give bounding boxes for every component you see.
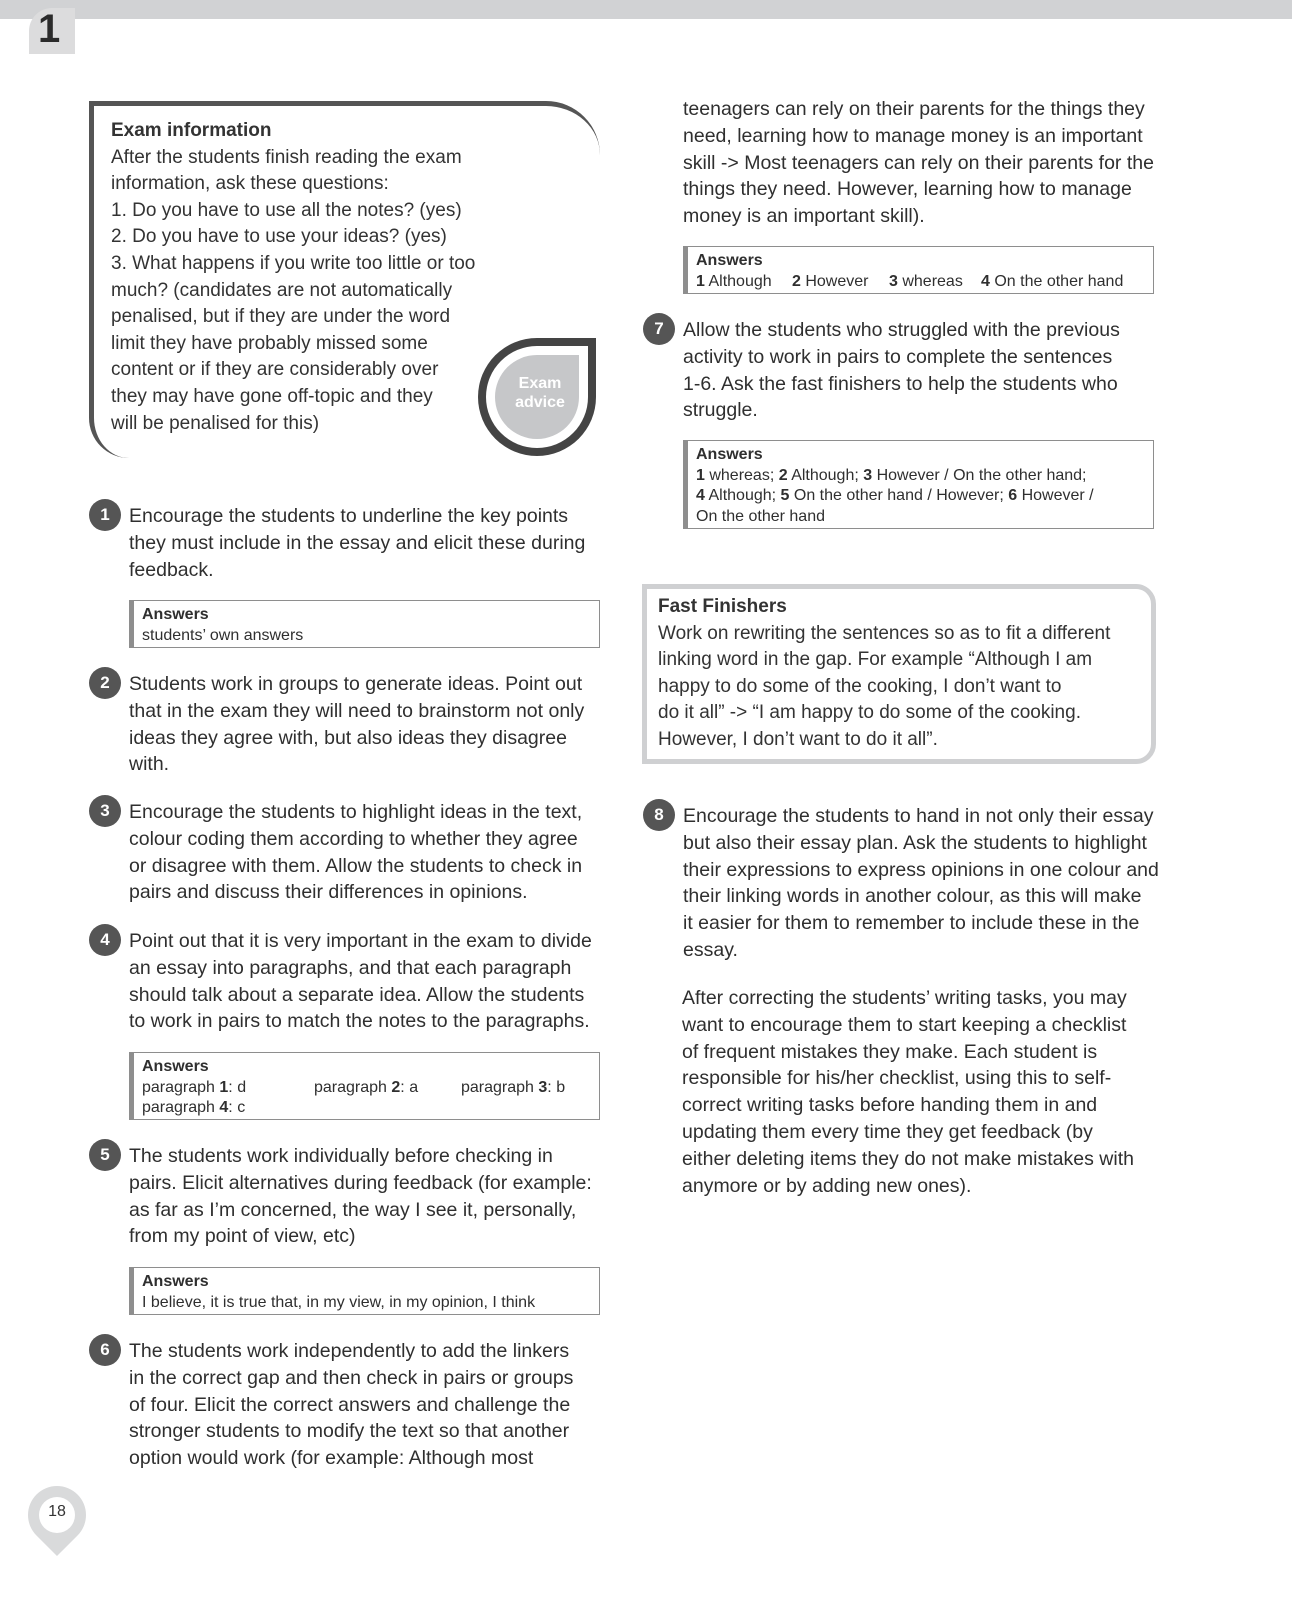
answer-item: 1 Although [696,272,772,290]
text-line: skill -> Most teenagers can rely on their parents for the [683,151,1154,174]
answer-item: 3 whereas [889,272,963,290]
text-line: anymore or by adding new ones). [682,1174,972,1197]
text-line: they must include in the essay and elicit these during [129,531,586,554]
text-line: it easier for them to remember to include these in the [683,912,1140,935]
exam-advice-label [495,374,585,412]
step-number-badge: 8 [643,799,675,831]
exam-info-title: Exam information [111,120,272,141]
text-line: things they need. However, learning how to manage [683,178,1132,201]
text-line: 1-6. Ask the fast finishers to help the students who [683,372,1118,395]
fast-finishers-text [658,594,1148,754]
text-line: that in the exam they will need to brainstorm not only [129,699,585,722]
step-7-text [683,317,1163,424]
text-line: do it all” -> “I am happy to do some of the cooking. [658,702,1081,724]
exam-info-line: they may have gone off-topic and they [111,385,433,407]
exam-info-line: will be penalised for this) [111,412,320,434]
answers-row: On the other hand [696,507,825,525]
text-line: or disagree with them. Allow the students to check in [129,854,583,877]
closing-paragraph [682,985,1162,1199]
text-line: their linking words in another colour, as this will make [683,885,1142,908]
exam-info-line: limit they have probably missed some [111,332,428,354]
step-number-badge: 2 [89,667,121,699]
text-line: teenagers can rely on their parents for the things they [683,98,1145,120]
exam-advice-label-line1: Exam [518,375,562,392]
answers-heading: Answers [142,1058,209,1075]
text-line: either deleting items they do not make mistakes with [682,1147,1134,1170]
exam-info-line: much? (candidates are not automatically [111,279,453,301]
text-line: The students work individually before checking in [129,1145,553,1167]
text-line: struggle. [683,399,758,422]
fast-finishers-title: Fast Finishers [658,596,787,617]
text-line: to work in pairs to match the notes to the paragraphs. [129,1010,590,1033]
text-line: as far as I’m concerned, the way I see it, personally, [129,1198,577,1221]
answers-row: 1 whereas; 2 Although; 3 However / On the other hand; [696,466,1087,484]
text-line: correct writing tasks before handing them in and [682,1094,1098,1117]
page-number: 18 [48,1503,66,1520]
text-line: linking word in the gap. For example “Although I am [658,649,1093,671]
exam-info-line: content or if they are considerably over [111,359,439,381]
text-line: their expressions to express opinions in one colour and [683,858,1159,881]
text-line: need, learning how to manage money is an important [683,124,1143,147]
text-line: After correcting the students’ writing tasks, you may [682,987,1127,1009]
answers-heading: Answers [696,252,763,269]
text-line: of frequent mistakes they make. Each student is [682,1040,1098,1063]
step-number-badge: 6 [89,1334,121,1366]
text-line: pairs and discuss their differences in opinions. [129,881,528,904]
step-6-continued-text [683,96,1163,230]
text-line: with. [129,753,170,776]
step-8-text [683,803,1168,964]
step-5-text [129,1143,607,1250]
exam-info-line: information, ask these questions: [111,173,389,195]
text-line: from my point of view, etc) [129,1225,356,1248]
answer-item: 4 On the other hand [981,272,1124,290]
step-4-text [129,928,607,1035]
answer-item: paragraph 4: c [142,1099,246,1116]
step-6-text [129,1338,607,1472]
exam-info-line: 2. Do you have to use your ideas? (yes) [111,226,447,248]
exam-info-line: penalised, but if they are under the word [111,306,451,328]
answers-text: students’ own answers [142,626,304,644]
text-line: an essay into paragraphs, and that each paragraph [129,956,572,979]
answer-item: paragraph 2: a [314,1078,419,1096]
text-line: Encourage the students to highlight ideas in the text, [129,801,583,823]
answers-row: 4 Although; 5 On the other hand / However; 6 However / [696,487,1094,504]
unit-number: 1 [38,7,61,51]
answer-item: paragraph 3: b [461,1078,566,1096]
step-number-badge: 7 [643,313,675,345]
answer-item: 2 However [792,272,869,290]
step-1-text [129,503,604,583]
exam-info-line: 3. What happens if you write too little or too [111,252,476,274]
exam-info-text [111,118,511,437]
answers-box-7 [683,440,1154,529]
text-line: updating them every time they get feedback (by [682,1120,1093,1143]
text-line: The students work independently to add the linkers [129,1340,570,1362]
answers-row [142,1098,591,1119]
text-line: stronger students to modify the text so that another [129,1420,570,1443]
step-number-badge: 1 [89,499,121,531]
answers-box-4 [129,1052,600,1120]
text-line: feedback. [129,558,214,581]
step-2-text [129,671,604,778]
text-line: responsible for his/her checklist, using this to self- [682,1067,1112,1090]
text-line: Students work in groups to generate ideas. Point out [129,673,583,695]
answers-box-6 [683,246,1154,294]
exam-advice-label-line2: advice [515,394,565,411]
step-3-text [129,799,604,906]
text-line: in the correct gap and then check in pairs or groups [129,1366,574,1389]
text-line: essay. [683,938,738,961]
text-line: happy to do some of the cooking, I don’t want to [658,675,1062,697]
text-line: of four. Elicit the correct answers and challenge the [129,1393,571,1416]
text-line: activity to work in pairs to complete the sentences [683,345,1113,368]
step-number-badge: 3 [89,795,121,827]
text-line: ideas they agree with, but also ideas they disagree [129,726,567,749]
text-line: Encourage the students to hand in not only their essay [683,805,1154,827]
text-line: colour coding them according to whether they agree [129,827,578,850]
answers-heading: Answers [696,446,763,463]
answers-heading: Answers [142,606,209,623]
answers-row [696,272,1145,293]
text-line: Allow the students who struggled with the previous [683,319,1120,341]
text-line: Encourage the students to underline the key points [129,505,569,527]
text-line: Point out that it is very important in the exam to divide [129,930,592,952]
text-line: However, I don’t want to do it all”. [658,728,938,750]
text-line: should talk about a separate idea. Allow the students [129,983,585,1006]
top-bar [0,0,1292,19]
step-number-badge: 4 [89,924,121,956]
answers-heading: Answers [142,1273,209,1290]
exam-info-line: After the students finish reading the exam [111,146,462,168]
text-line: money is an important skill). [683,205,925,228]
answers-box-1 [129,600,600,648]
answers-text: I believe, it is true that, in my view, in my opinion, I think [142,1293,536,1311]
text-line: pairs. Elicit alternatives during feedback (for example: [129,1171,592,1194]
text-line: Work on rewriting the sentences so as to fit a different [658,622,1111,644]
answers-row [142,1078,591,1099]
step-number-badge: 5 [89,1139,121,1171]
answer-item: paragraph 1: d [142,1078,247,1096]
answers-box-5 [129,1267,600,1315]
text-line: but also their essay plan. Ask the students to highlight [683,831,1147,854]
text-line: want to encourage them to start keeping a checklist [682,1013,1127,1036]
text-line: option would work (for example: Although most [129,1447,534,1470]
exam-info-line: 1. Do you have to use all the notes? (yes) [111,199,462,221]
